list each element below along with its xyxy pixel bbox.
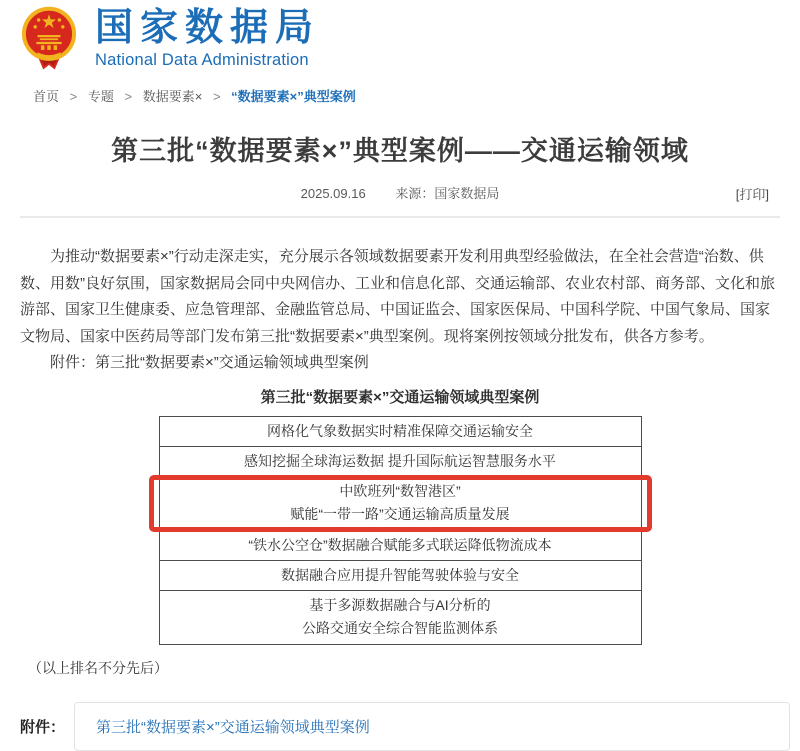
article-source: 来源：国家数据局 xyxy=(395,186,500,201)
case-title: 感知挖掘全球海运数据 提升国际航运智慧服务水平 xyxy=(244,452,556,469)
table-row xyxy=(160,417,641,446)
table-row xyxy=(160,560,641,590)
case-table xyxy=(159,416,642,645)
breadcrumb-topics[interactable]: 专题 xyxy=(87,89,114,104)
case-title: 公路交通安全综合智能监测体系 xyxy=(302,619,498,636)
breadcrumb xyxy=(33,86,800,105)
attachment-link[interactable]: 第三批“数据要素×”交通运输领域典型案例 xyxy=(96,718,370,736)
attachment-label: 附件： xyxy=(20,718,66,736)
site-logo[interactable] xyxy=(20,5,800,73)
table-row xyxy=(160,590,641,644)
publish-date: 2025.09.16 xyxy=(300,186,366,201)
logo-text xyxy=(95,8,320,70)
article-meta xyxy=(0,183,800,202)
breadcrumb-separator: > xyxy=(69,89,78,104)
table-row xyxy=(160,530,641,560)
rank-note: （以上排名不分先后） xyxy=(28,659,168,676)
breadcrumb-home[interactable]: 首页 xyxy=(33,89,60,104)
print-button[interactable]: [打印] xyxy=(735,187,769,202)
attachment-section xyxy=(20,702,790,751)
table-row xyxy=(160,446,641,476)
site-title-cn: 国家数据局 xyxy=(95,7,321,49)
national-emblem-icon xyxy=(20,5,78,73)
article-body xyxy=(20,244,780,377)
case-table-caption: 第三批“数据要素×”交通运输领域典型案例 xyxy=(260,388,540,406)
title-divider xyxy=(20,216,780,218)
table-row-highlighted xyxy=(160,476,641,530)
site-header xyxy=(0,0,800,105)
breadcrumb-data-elements[interactable]: 数据要素× xyxy=(142,89,203,104)
case-title: 赋能“一带一路”交通运输高质量发展 xyxy=(290,505,510,522)
breadcrumb-separator: > xyxy=(212,89,221,104)
attachment-box xyxy=(74,702,790,751)
breadcrumb-separator: > xyxy=(124,89,133,104)
body-paragraph-1: 为推动“数据要素×”行动走深走实，充分展示各领域数据要素开发利用典型经验做法，在全社会营造“治数、供数、用数”良好氛围，国家数据局会同中央网信办、工业和信息化部、交通运输部、农业农村部、商务部、文化和旅游部、国家卫生健康委、应急管理部、金融监管总局、中国证监会、国家医保局、中国科学院、中国气象局、国家文物局、国家中医药局等部门发布第三批“数据要素×”典型案例。现将案例按领域分批发布，供各方参考。 xyxy=(20,248,776,345)
body-paragraph-attachment: 附件：第三批“数据要素×”交通运输领域典型案例 xyxy=(50,354,369,371)
case-title: 网格化气象数据实时精准保障交通运输安全 xyxy=(267,422,533,439)
breadcrumb-typical-cases[interactable]: “数据要素×”典型案例 xyxy=(231,89,356,104)
page-title: 第三批“数据要素×”典型案例——交通运输领域 xyxy=(111,136,689,166)
case-title: 中欧班列“数智港区” xyxy=(339,482,461,499)
site-title-en: National Data Administration xyxy=(95,51,309,69)
case-title: 基于多源数据融合与AI分析的 xyxy=(309,596,491,613)
case-title: “铁水公空仓”数据融合赋能多式联运降低物流成本 xyxy=(248,536,552,553)
case-title: 数据融合应用提升智能驾驶体验与安全 xyxy=(281,566,519,583)
